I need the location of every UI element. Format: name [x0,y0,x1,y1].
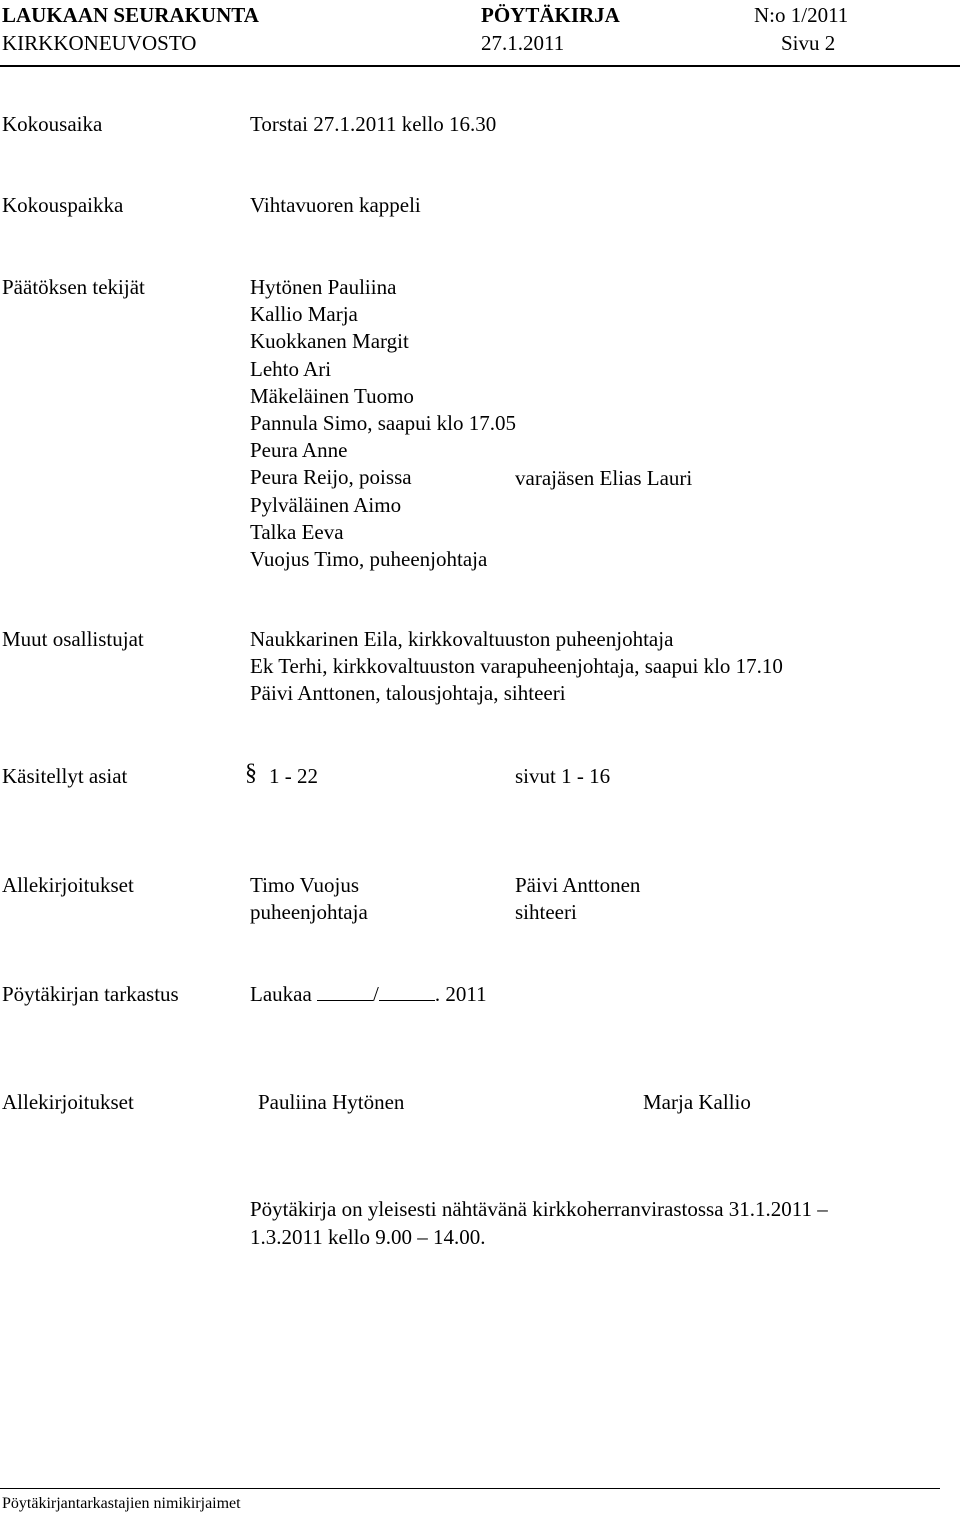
list-item: Peura Reijo, poissa [250,465,412,490]
meeting-place-label: Kokouspaikka [2,193,124,217]
handled-items-range: 1 - 22 [269,764,318,788]
meeting-time-label: Kokousaika [2,112,103,136]
list-item: Ek Terhi, kirkkovaltuuston varapuheenjohtaja, saapui klo 17.10 [250,654,783,679]
list-item: Mäkeläinen Tuomo [250,383,414,408]
meeting-place-value: Vihtavuoren kappeli [250,193,421,217]
page-number: Sivu 2 [781,31,836,55]
review-date-line [250,981,487,1008]
section-sign-icon: § [245,760,257,786]
meeting-time-value: Torstai 27.1.2011 kello 16.30 [250,112,497,136]
governing-body: KIRKKONEUVOSTO [2,31,197,55]
review-year: . 2011 [434,982,487,1006]
decision-makers-list [250,274,516,573]
reviewer-signatures-label: Allekirjoitukset [2,1090,134,1114]
list-item: Naukkarinen Eila, kirkkovaltuuston puheenjohtaja [250,627,674,651]
decision-makers-label: Päätöksen tekijät [2,275,145,299]
review-slash: / [373,982,379,1006]
substitute-note: varajäsen Elias Lauri [515,466,693,490]
secretary-name: Päivi Anttonen [515,873,641,897]
organization-name: LAUKAAN SEURAKUNTA [2,3,259,27]
review-label: Pöytäkirjan tarkastus [2,982,179,1006]
secretary-role: sihteeri [515,900,577,924]
other-participants-list [250,626,783,708]
review-place: Laukaa [250,982,312,1006]
public-notice-line-2: 1.3.2011 kello 9.00 – 14.00. [250,1225,486,1249]
document-number: N:o 1/2011 [754,3,849,27]
list-item: Päivi Anttonen, talousjohtaja, sihteeri [250,681,566,706]
public-notice-line-1: Pöytäkirja on yleisesti nähtävänä kirkkoherranvirastossa 31.1.2011 – [250,1197,828,1221]
handled-pages-range: sivut 1 - 16 [515,764,611,788]
list-item: Peura Anne [250,438,348,463]
review-day-blank [317,982,373,1001]
list-item: Pylväläinen Aimo [250,492,402,517]
list-item: Lehto Ari [250,356,332,381]
list-item: Talka Eeva [250,519,344,544]
handled-items-label: Käsitellyt asiat [2,764,128,788]
chair-role: puheenjohtaja [250,900,368,924]
chair-name: Timo Vuojus [250,873,360,897]
header-date: 27.1.2011 [481,31,565,55]
header-rule [0,65,960,67]
signatures-label: Allekirjoitukset [2,873,134,897]
review-month-blank [379,982,435,1001]
other-participants-label: Muut osallistujat [2,627,144,651]
list-item: Kuokkanen Margit [250,329,409,354]
reviewer-2-name: Marja Kallio [643,1090,751,1114]
footer-text: Pöytäkirjantarkastajien nimikirjaimet [2,1495,241,1512]
list-item: Pannula Simo, saapui klo 17.05 [250,410,516,435]
footer-rule [0,1488,940,1489]
reviewer-1-name: Pauliina Hytönen [258,1090,405,1114]
document-type: PÖYTÄKIRJA [481,3,620,27]
list-item: Hytönen Pauliina [250,275,397,299]
list-item: Kallio Marja [250,302,358,327]
list-item: Vuojus Timo, puheenjohtaja [250,546,488,571]
